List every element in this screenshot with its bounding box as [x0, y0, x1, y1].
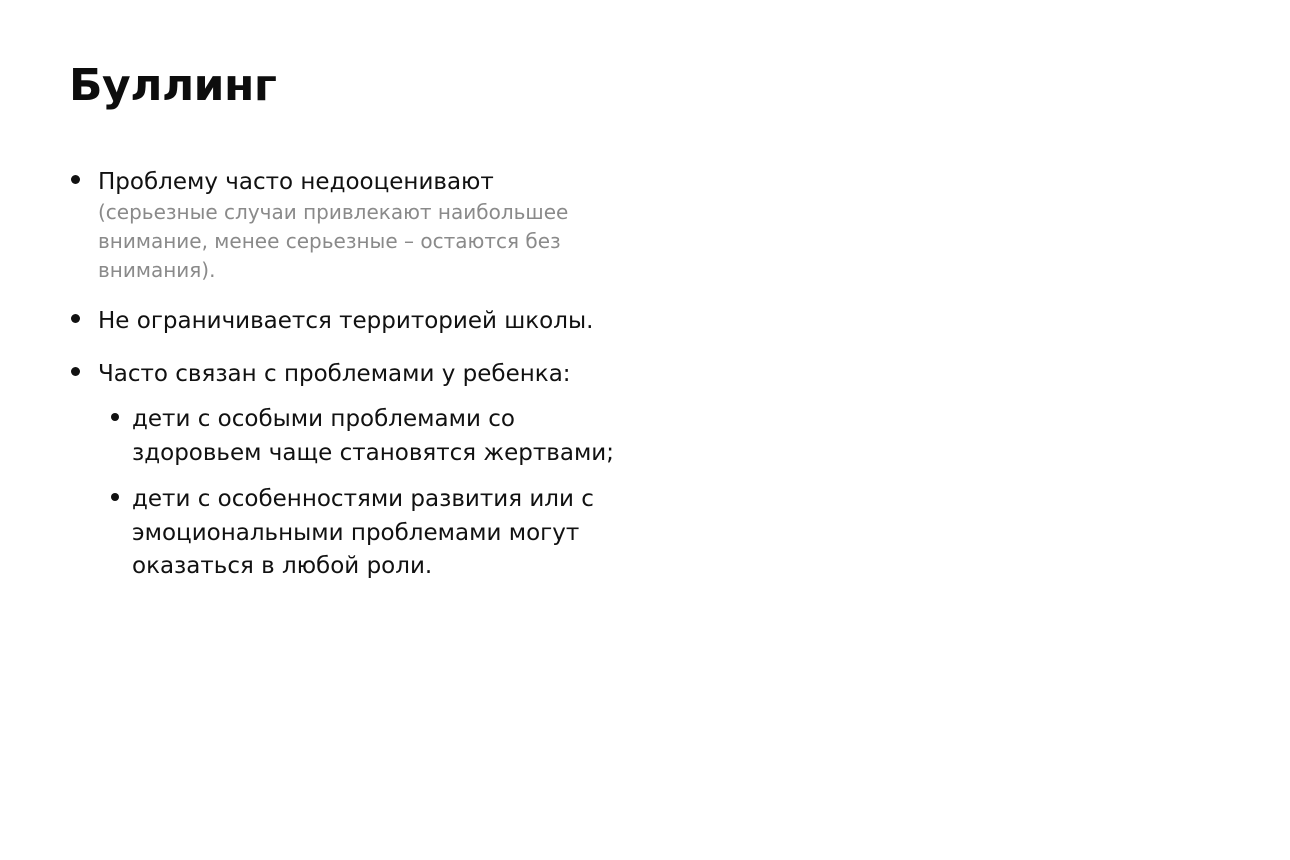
- bullet-dot-icon: [71, 175, 80, 184]
- bullet-text: Проблему часто недооценивают: [98, 169, 494, 195]
- bullet-item: [68, 358, 688, 584]
- bullet-dot-icon: [71, 367, 80, 376]
- sub-bullet-text: дети с особыми проблемами со здоровьем чаще становятся жертвами;: [132, 406, 615, 466]
- sub-bullet-dot-icon: [111, 413, 119, 421]
- sub-bullet-item: [98, 483, 688, 584]
- sub-bullet-list: [98, 403, 688, 584]
- sub-bullet-item: [98, 403, 688, 470]
- bullet-item: [68, 305, 688, 337]
- bullet-dot-icon: [71, 314, 80, 323]
- slide-title: Буллинг: [69, 60, 277, 111]
- sub-bullet-dot-icon: [111, 493, 119, 501]
- bullet-note: (серьезные случаи привлекают наибольшее внимание, менее серьезные – остаются без внимания).: [98, 200, 569, 282]
- bullet-item: [68, 166, 688, 285]
- bullet-list: [68, 166, 688, 584]
- sub-bullet-text: дети с особенностями развития или с эмоциональными проблемами могут оказаться в любой роли.: [132, 486, 594, 579]
- bullet-text: Часто связан с проблемами у ребенка:: [98, 361, 571, 387]
- bullet-text: Не ограничивается территорией школы.: [98, 308, 594, 334]
